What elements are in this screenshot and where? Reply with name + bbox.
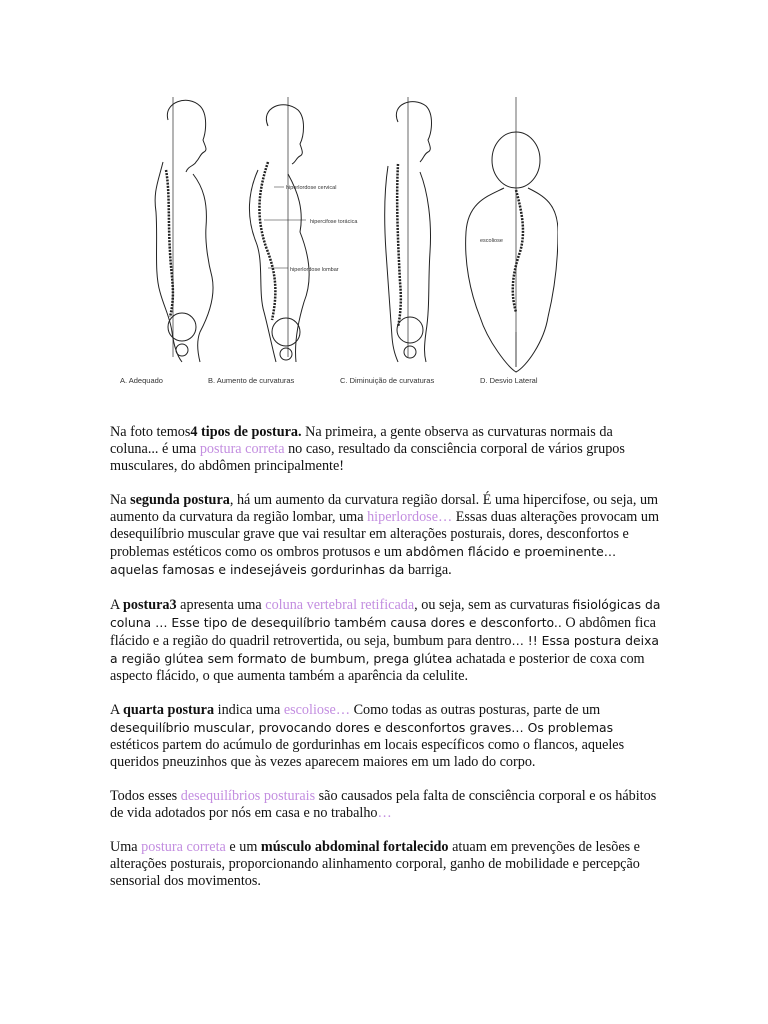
- p5-link-ellipsis[interactable]: …: [377, 805, 392, 821]
- p2-text-1: Na: [110, 492, 131, 508]
- p3-sans-text-2: … !! Essa postura deixa a região glútea sem formato de bumbum, prega glútea: [110, 633, 660, 666]
- p6-bold-musculo-abdominal: músculo abdominal fortalecido: [260, 839, 449, 855]
- p6-text-1: Uma: [110, 839, 142, 855]
- label-c: C. Diminuição de curvaturas: [340, 376, 435, 385]
- paragraph-6: [110, 839, 662, 890]
- paragraph-3: [110, 596, 662, 685]
- p4-text-4: estéticos partem do acúmulo de gordurinhas em locais específicos como o flancos, aqueles queridos pneuzinhos que às vezes aparecem maiores em um lado do corpo.: [110, 737, 625, 770]
- paragraph-4: [110, 702, 662, 771]
- p4-text-3: Como todas as outras posturas, parte de um: [350, 702, 601, 718]
- p1-text-2: Na primeira, a gente observa as curvaturas normais da coluna... é uma: [110, 424, 613, 457]
- p4-text-1: A: [110, 702, 124, 718]
- p2-link-hiperlordose[interactable]: hiperlordose…: [367, 509, 453, 525]
- p2-bold-segunda-postura: segunda postura: [130, 492, 230, 508]
- paragraph-2: [110, 492, 662, 579]
- p3-sans-text-1: fisiológicas da coluna … Esse tipo de desequilíbrio também causa dores e desconforto..: [110, 597, 661, 630]
- p3-text-3: , ou seja, sem as curvaturas: [414, 597, 573, 613]
- p3-text-4: O abdômen fica flácido e a região do quadril retrovertida, ou seja, bumbum para dentro: [110, 615, 656, 649]
- label-d: D. Desvio Lateral: [480, 376, 538, 385]
- p4-bold-quarta-postura: quarta postura: [123, 702, 215, 718]
- p6-text-3: atuam em prevenções de lesões e alterações posturais, proporcionando alinhamento corporal, ganho de mobilidade e percepção sensorial dos movimentos.: [110, 839, 640, 889]
- label-b: B. Aumento de curvaturas: [208, 376, 295, 385]
- article-body: [110, 424, 662, 907]
- p5-text-1: Todos esses: [110, 788, 181, 804]
- p1-text-1: Na foto temos: [110, 424, 191, 440]
- figure-b-aumento: [249, 97, 309, 362]
- paragraph-1: [110, 424, 662, 475]
- p3-link-coluna-retificada[interactable]: coluna vertebral retificada: [265, 597, 415, 613]
- p2-text-4: barriga.: [404, 562, 452, 578]
- p4-link-escoliose[interactable]: escoliose…: [283, 702, 351, 718]
- p6-link-postura-correta[interactable]: postura correta: [141, 839, 226, 855]
- p5-text-2: são causados pela falta de consciência corporal e os hábitos de vida adotados por nós em casa e no trabalho: [110, 788, 657, 821]
- posture-figures-svg: [108, 92, 558, 392]
- p3-bold-postura3: postura3: [123, 597, 177, 613]
- figure-d-desvio-lateral: [466, 97, 558, 372]
- p3-text-1: A: [110, 597, 124, 613]
- figure-c-diminuicao: [385, 97, 432, 362]
- figure-a-adequado: [155, 97, 213, 362]
- p4-text-2: indica uma: [214, 702, 284, 718]
- p4-sans-text: desequilíbrio muscular, provocando dores e desconfortos graves… Os problemas: [110, 720, 614, 735]
- p3-text-2: apresenta uma: [176, 597, 266, 613]
- label-a: A. Adequado: [120, 376, 163, 385]
- paragraph-5: [110, 788, 662, 822]
- p1-text-3: no caso, resultado da consciência corporal de vários grupos musculares, do abdômen principalmente!: [110, 441, 625, 474]
- posture-illustration: [108, 92, 558, 392]
- p2-sans-text: abdômen flácido e proeminente… aquelas famosas e indesejáveis gordurinhas da: [110, 544, 617, 577]
- note-hiperlordose-cervical: hiperlordose cervical: [286, 185, 337, 191]
- p1-link-postura-correta[interactable]: postura correta: [199, 441, 285, 457]
- note-hiperlordose-lombar: hiperlordose lombar: [290, 267, 339, 273]
- note-hipercifose-toracica: hipercifose torácica: [310, 219, 358, 225]
- p1-bold-4-tipos: 4 tipos de postura.: [190, 424, 302, 440]
- p5-link-desequilibrios-posturais[interactable]: desequilíbrios posturais: [180, 788, 316, 804]
- p6-text-2: e um: [225, 839, 261, 855]
- p2-text-2: , há um aumento da curvatura região dorsal. É uma hipercifose, ou seja, um aumento da curvatura da região lombar, uma: [110, 492, 659, 525]
- note-escoliose: escoliose: [480, 238, 503, 244]
- p2-text-3: Essas duas alterações provocam um desequilíbrio muscular grave que vai resultar em alterações posturais, dores, desconfortos e problemas estéticos como os ombros protusos e um: [110, 509, 660, 560]
- p3-text-5: achatada e posterior de coxa com aspecto flácido, o que aumenta também a aparência da celulite.: [110, 651, 645, 684]
